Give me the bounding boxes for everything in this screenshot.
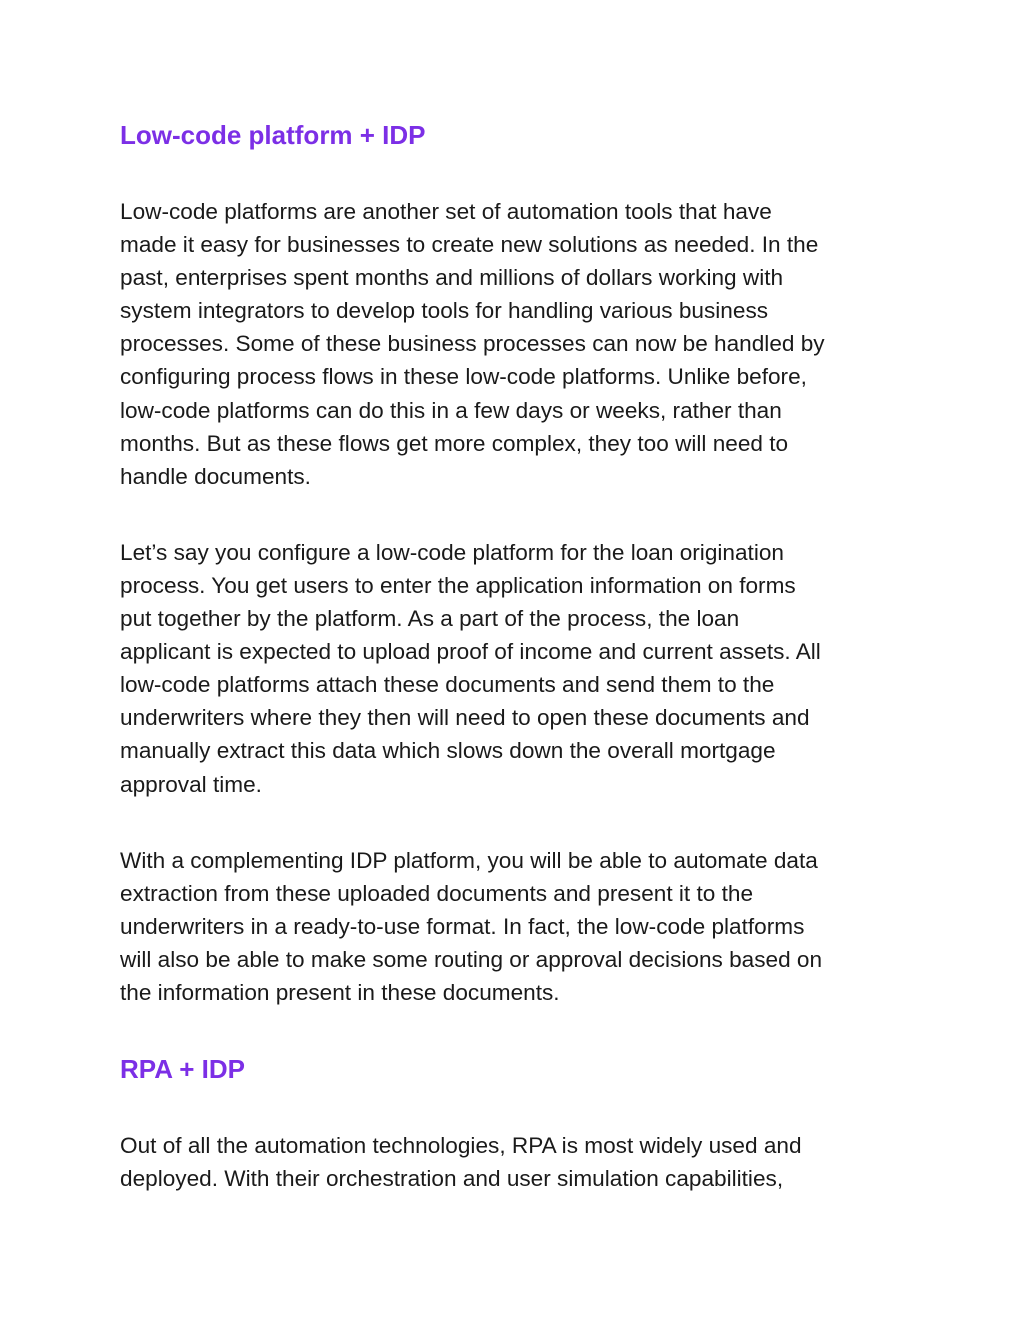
paragraph-line: deployed. With their orchestration and user simulation capabilities, — [120, 1166, 784, 1192]
paragraph-line: underwriters in a ready-to-use format. In fact, the low-code platforms — [120, 913, 805, 939]
paragraph-line: made it easy for businesses to create new solutions as needed. In the — [120, 232, 819, 258]
paragraph-line: configuring process flows in these low-code platforms. Unlike before, — [120, 364, 807, 390]
paragraph-rpa-intro — [120, 1129, 920, 1195]
paragraph-line: will also be able to make some routing or approval decisions based on — [120, 946, 823, 972]
paragraph-line: Low-code platforms are another set of automation tools that have — [120, 199, 772, 224]
paragraph-line: manually extract this data which slows down the overall mortgage — [120, 738, 776, 764]
paragraph-line: past, enterprises spent months and millions of dollars working with — [120, 265, 784, 291]
section-heading-rpa-idp: RPA + IDP — [120, 1054, 245, 1085]
document-page — [120, 118, 920, 1195]
section-heading-low-code-idp: Low-code platform + IDP — [120, 120, 426, 150]
paragraph-line: approval time. — [120, 771, 262, 797]
paragraph-line: With a complementing IDP platform, you will be able to automate data — [120, 847, 818, 873]
paragraph-line: processes. Some of these business processes can now be handled by — [120, 331, 825, 357]
paragraph-loan-origination — [120, 536, 920, 801]
paragraph-line: Let’s say you configure a low-code platform for the loan origination — [120, 539, 784, 565]
paragraph-idp-complement — [120, 844, 920, 1009]
paragraph-line: handle documents. — [120, 463, 311, 489]
paragraph-low-code-intro — [120, 195, 920, 493]
paragraph-line: system integrators to develop tools for handling various business — [120, 298, 769, 324]
paragraph-line: put together by the platform. As a part of the process, the loan — [120, 606, 740, 632]
paragraph-line: underwriters where they then will need to open these documents and — [120, 705, 810, 731]
paragraph-line: applicant is expected to upload proof of income and current assets. All — [120, 639, 821, 665]
paragraph-line: Out of all the automation technologies, RPA is most widely used and — [120, 1133, 802, 1159]
paragraph-line: months. But as these flows get more complex, they too will need to — [120, 430, 789, 456]
paragraph-line: process. You get users to enter the application information on forms — [120, 572, 796, 598]
paragraph-line: low-code platforms can do this in a few days or weeks, rather than — [120, 397, 782, 423]
paragraph-line: low-code platforms attach these documents and send them to the — [120, 672, 775, 698]
paragraph-line: the information present in these documents. — [120, 979, 560, 1005]
paragraph-line: extraction from these uploaded documents and present it to the — [120, 880, 754, 906]
